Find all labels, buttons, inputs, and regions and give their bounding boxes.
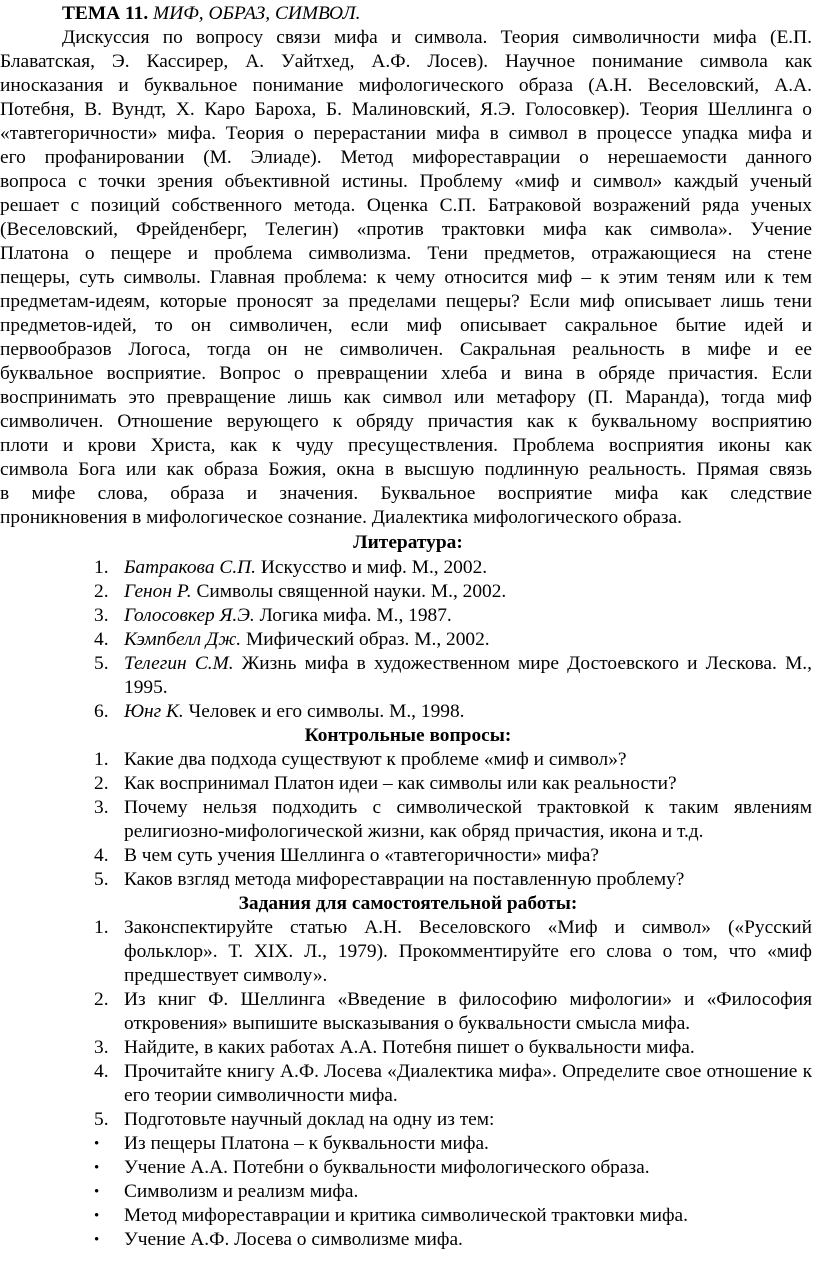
item-number: 1.	[94, 749, 109, 770]
item-text: Законспектируйте статью А.Н. Веселовского «Миф и символ» («Русский фольклор». Т. XIX. Л., 1979). Прокомментируйте его слова о том, что «миф предшествует символу».	[124, 917, 812, 987]
intro-line: предметов-идей, то он символичен, если миф описывает сакральное бытие идей и	[0, 315, 812, 336]
intro-line: Дискуссия по вопросу связи мифа и символа. Теория символичности мифа (Е.П.	[62, 27, 812, 48]
item-text	[124, 556, 812, 580]
item-title: Логика мифа. М., 1987.	[254, 605, 452, 626]
item-number: 6.	[94, 701, 109, 722]
item-number: 2.	[94, 989, 109, 1010]
intro-line: (Веселовский, Фрейденберг, Телегин) «против трактовки мифа как символа». Учение	[0, 219, 812, 240]
item-title: Жизнь мифа в художественном мире Достоевского и Лескова. М., 1995.	[124, 653, 813, 699]
item-number: 4.	[94, 629, 109, 650]
intro-line: его профанировании (М. Элиаде). Метод мифореставрации о нерешаемости данного	[0, 147, 812, 168]
item-title: Символы священной науки. М., 2002.	[191, 581, 507, 602]
item-text: Почему нельзя подходить с символической трактовкой к таким явлениям религиозно-мифологической жизни, как обряд причастия, икона и т.д.	[124, 797, 812, 843]
item-text: Метод мифореставрации и критика символической трактовки мифа.	[124, 1205, 688, 1226]
topic-title	[62, 2, 360, 26]
item-text: Символизм и реализм мифа.	[124, 1181, 359, 1202]
intro-line: «тавтегоричности» мифа. Теория о перерастании мифа в символ в процессе упадка мифа и	[0, 123, 812, 144]
intro-line: символа Бога или как образа Божия, окна в высшую подлинную реальность. Прямая связь	[0, 459, 812, 480]
item-text	[124, 628, 812, 652]
item-text: Прочитайте книгу А.Ф. Лосева «Диалектика мифа». Определите свое отношение к его теории символичности мифа.	[124, 1061, 812, 1107]
item-author: Батракова С.П.	[124, 557, 257, 578]
bullet-icon: •	[94, 1208, 100, 1224]
intro-line: первообразов Логоса, тогда он не символичен. Сакральная реальность в мифе и ее	[0, 339, 812, 360]
item-text: Из пещеры Платона – к буквальности мифа.	[124, 1133, 489, 1154]
intro-line: Блаватская, Э. Кассирер, А. Уайтхед, А.Ф. Лосев). Научное понимание символа как	[0, 51, 812, 72]
item-text: Найдите, в каких работах А.А. Потебня пишет о буквальности мифа.	[124, 1037, 695, 1058]
intro-line: Платона о пещере и проблема символизма. Тени предметов, отражающиеся на стене	[0, 243, 812, 264]
intro-line: буквальное восприятие. Вопрос о превращении хлеба и вина в обряде причастия. Если	[0, 363, 812, 384]
tasks-heading: Задания для самостоятельной работы:	[238, 893, 578, 914]
item-author: Юнг К.	[124, 701, 184, 722]
item-text	[124, 580, 812, 604]
item-number: 2.	[94, 773, 109, 794]
bullet-icon: •	[94, 1136, 100, 1152]
intro-line: плоти и крови Христа, как к чуду пресуществления. Проблема восприятия иконы как	[0, 435, 812, 456]
item-author: Генон Р.	[124, 581, 192, 602]
item-number: 1.	[94, 557, 109, 578]
bullet-icon: •	[94, 1160, 100, 1176]
intro-line: иносказания и буквальное понимание мифологического образа (А.Н. Веселовский, А.А.	[0, 75, 812, 96]
intro-line: вопроса с точки зрения объективной истины. Проблему «миф и символ» каждый ученый	[0, 171, 812, 192]
item-text: Какие два подхода существуют к проблеме «миф и символ»?	[124, 749, 627, 770]
item-number: 3.	[94, 605, 109, 626]
item-text: В чем суть учения Шеллинга о «тавтегоричности» мифа?	[124, 845, 600, 866]
item-text: Учение А.Ф. Лосева о символизме мифа.	[124, 1229, 463, 1250]
intro-line: пещеры, суть символы. Главная проблема: к чему относится миф – к этим теням или к тем	[0, 267, 812, 288]
topic-label: ТЕМА 11.	[62, 3, 149, 24]
item-text	[124, 652, 812, 700]
item-title: Мифический образ. М., 2002.	[241, 629, 490, 650]
item-text	[124, 700, 812, 724]
item-text: Каков взгляд метода мифореставрации на поставленную проблему?	[124, 869, 685, 890]
intro-line: воспринимать это превращение лишь как символ или метафору (П. Маранда), тогда миф	[0, 387, 812, 408]
questions-heading: Контрольные вопросы:	[304, 725, 512, 746]
item-number: 3.	[94, 797, 109, 818]
item-author: Телегин С.М.	[124, 653, 234, 674]
item-number: 5.	[94, 653, 109, 674]
topic-name: МИФ, ОБРАЗ, СИМВОЛ.	[153, 3, 361, 24]
item-text: Из книг Ф. Шеллинга «Введение в философию мифологии» и «Философия откровения» выпишите высказывания о буквальности смысла мифа.	[124, 989, 812, 1035]
item-number: 4.	[94, 1061, 109, 1082]
item-number: 4.	[94, 845, 109, 866]
item-number: 5.	[94, 1109, 109, 1130]
item-author: Голосовкер Я.Э.	[124, 605, 255, 626]
item-number: 5.	[94, 869, 109, 890]
item-number: 1.	[94, 917, 109, 938]
item-text: Подготовьте научный доклад на одну из тем:	[124, 1109, 495, 1130]
item-title: Искусство и миф. М., 2002.	[256, 557, 488, 578]
intro-line: решает с позиций собственного метода. Оценка С.П. Батраковой возражений ряда ученых	[0, 195, 812, 216]
item-text: Учение А.А. Потебни о буквальности мифологического образа.	[124, 1157, 650, 1178]
intro-line: в мифе слова, образа и значения. Буквальное восприятие мифа как следствие	[0, 483, 812, 504]
intro-line: предметам-идеям, которые проносят за пределами пещеры? Если миф описывает лишь тени	[0, 291, 812, 312]
item-text: Как воспринимал Платон идеи – как символы или как реальности?	[124, 773, 677, 794]
bullet-icon: •	[94, 1184, 100, 1200]
intro-line: Потебня, В. Вундт, Х. Каро Бароха, Б. Малиновский, Я.Э. Голосовкер). Теория Шеллинга о	[0, 99, 812, 120]
item-number: 3.	[94, 1037, 109, 1058]
intro-line: символичен. Отношение верующего к обряду причастия как к буквальному восприятию	[0, 411, 812, 432]
literature-heading: Литература:	[353, 532, 463, 553]
item-number: 2.	[94, 581, 109, 602]
intro-line: проникновения в мифологическое сознание. Диалектика мифологического образа.	[0, 507, 682, 528]
item-text	[124, 604, 812, 628]
bullet-icon: •	[94, 1232, 100, 1248]
item-author: Кэмпбелл Дж.	[124, 629, 242, 650]
item-title: Человек и его символы. М., 1998.	[183, 701, 465, 722]
